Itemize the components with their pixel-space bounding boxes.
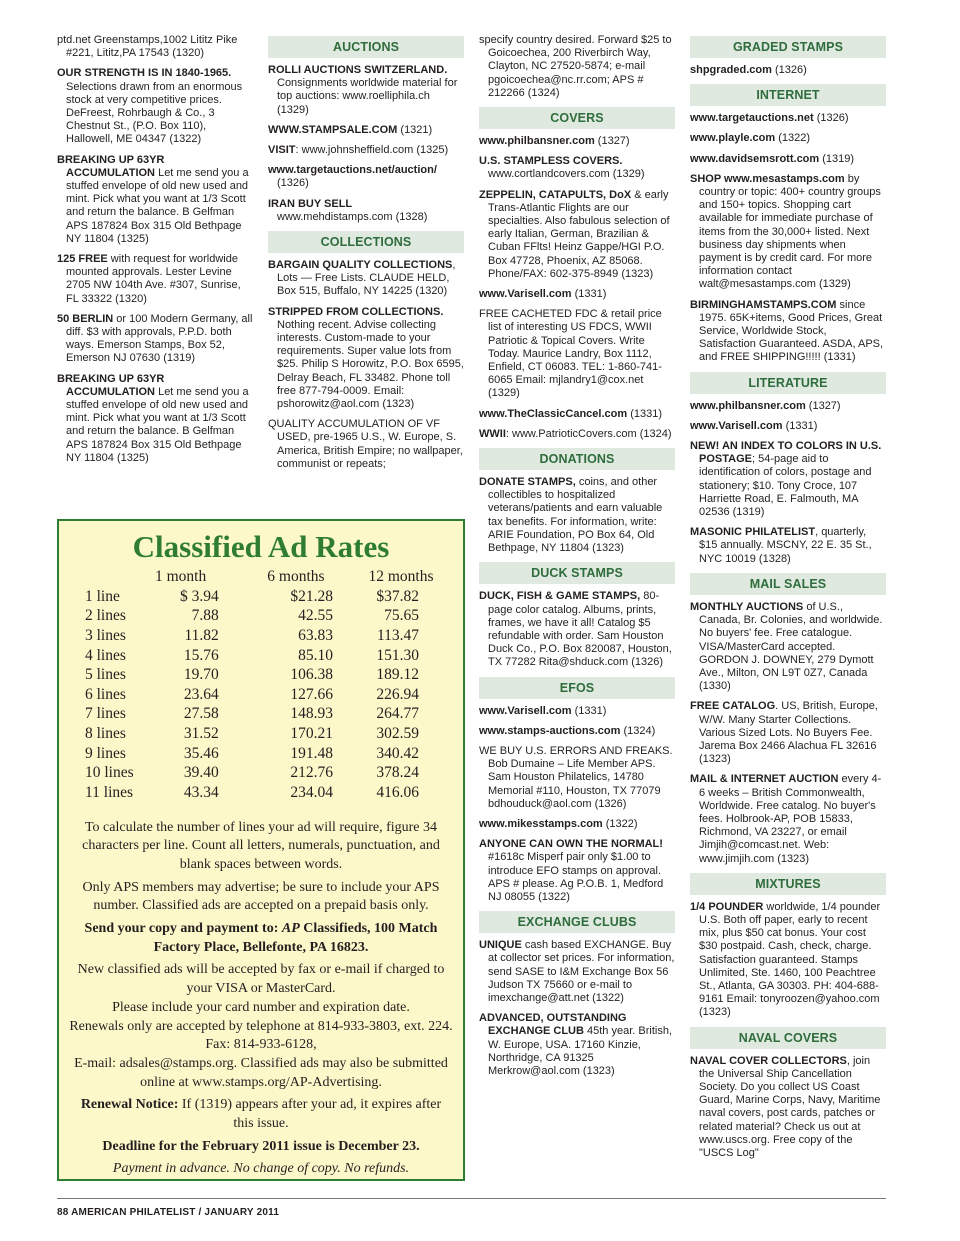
exchange-club-ad-lead: ADVANCED, OUTSTANDING EXCHANGE CLUB <box>479 1012 627 1038</box>
efos-ad-text: WE BUY U.S. ERRORS AND FREAKS. Bob Dumaine – Life Member APS. Sam Houston Philatelics, 14780 Memorial #110, Houston, TX 77079 bdhouduck@aol.com (1326) <box>479 744 673 810</box>
classified-ad-rates-box <box>57 519 465 1181</box>
exchange-club-ad-text: 45th year. British, W. Europe, USA. 17160 Kinzie, Northridge, CA 91325 Merkrow@aol.com (1323) <box>488 1025 672 1077</box>
internet-ad-lead: BIRMINGHAMSTAMPS.COM <box>690 298 837 311</box>
mail-sales-ad-text: . US, British, Europe, W/W. Many Starter Collections. Various Sized Lots. No Buyers Fee. Jarema Box 2466 Alachua FL 32616 (1323) <box>699 700 878 766</box>
rates-price: 85.10 <box>298 646 334 664</box>
rates-deadline: Deadline for the February 2011 issue is December 23. <box>102 1138 420 1154</box>
naval-covers-ad <box>690 1055 886 1161</box>
literature-ad-text: (1327) <box>805 399 841 412</box>
rates-row <box>59 646 463 666</box>
internet-ad-text: (1319) <box>819 152 855 165</box>
internet-ad <box>690 173 886 292</box>
rates-line-count: 3 lines <box>85 626 126 644</box>
rates-payment-note: Payment in advance. No change of copy. No refunds. <box>112 1161 410 1177</box>
section-header-mail-sales: MAIL SALES <box>690 573 886 595</box>
rates-renewal-notice: Renewal Notice: If (1319) appears after your ad, it expires after this issue. <box>80 1097 442 1132</box>
rates-price: 27.58 <box>183 705 219 723</box>
classified-ad <box>57 253 253 306</box>
rates-row <box>59 705 463 725</box>
covers-list <box>479 135 675 441</box>
mixtures-ad <box>690 901 886 1020</box>
rates-price: $ 3.94 <box>180 587 219 605</box>
collection-ad <box>268 306 464 412</box>
internet-ad-lead: SHOP www.mesastamps.com <box>690 172 845 185</box>
covers-ad-text: (1331) <box>571 288 607 301</box>
rates-table <box>59 567 463 803</box>
covers-ad-lead: U.S. STAMPLESS COVERS. <box>479 155 623 168</box>
rates-line-count: 9 lines <box>85 744 126 762</box>
literature-ad <box>690 400 886 413</box>
internet-ad <box>690 153 886 166</box>
section-header-exchange-clubs: EXCHANGE CLUBS <box>479 911 675 933</box>
classified-ad <box>57 67 253 146</box>
section-header-mixtures: MIXTURES <box>690 873 886 895</box>
efos-ad-text: (1322) <box>602 817 638 830</box>
rates-header-6-months: 6 months <box>267 568 325 585</box>
column-4 <box>690 34 886 1167</box>
literature-ad <box>690 420 886 433</box>
mail-sales-ad-lead: MAIL & INTERNET AUCTION <box>690 773 839 786</box>
graded-stamps-list <box>690 64 886 77</box>
rates-price: 378.24 <box>376 764 419 782</box>
rates-row <box>59 763 463 783</box>
section-header-covers: COVERS <box>479 107 675 129</box>
donations-ad <box>479 476 675 555</box>
rates-price: 35.46 <box>183 744 219 762</box>
mail-sales-ad <box>690 773 886 865</box>
auction-ad <box>268 164 464 190</box>
classified-ad <box>57 313 253 366</box>
section-header-donations: DONATIONS <box>479 448 675 470</box>
rates-price: 302.59 <box>376 724 419 742</box>
rates-price: 15.76 <box>183 646 219 664</box>
donations-list <box>479 476 675 555</box>
rates-price: 43.34 <box>183 783 219 801</box>
section-header-auctions: AUCTIONS <box>268 36 464 58</box>
rates-price: 170.21 <box>290 724 334 742</box>
rates-price: 127.66 <box>290 685 334 703</box>
auction-ad <box>268 198 464 224</box>
rates-price: 113.47 <box>376 626 419 644</box>
rates-price: 191.48 <box>290 744 334 762</box>
donations-ad-text: coins, and other collectibles to hospitalized veterans/patients and earn valuable tax benefits. For information, write: ARIE Foundation, PO Box 64, Old Bethpage, NY 11804 (1323) <box>488 476 663 555</box>
covers-ad-text: (1327) <box>594 135 630 148</box>
column-2 <box>268 34 464 478</box>
covers-ad <box>479 408 675 421</box>
auction-ad-text: Consignments worldwide material for top auctions: www.roelliphila.ch (1329) <box>277 77 458 116</box>
auction-ad-lead: IRAN BUY SELL <box>268 197 353 210</box>
rates-price: 212.76 <box>290 764 334 782</box>
duck-stamps-list <box>479 590 675 669</box>
duck-stamps-ad-text: 80-page color catalog. Albums, prints, frames, we have it all! Catalog $5 refundable with order. Sam Houston Duck Co., P.O. Box 820087, Houston, TX 77282 Rita@shduck.com (1326) <box>488 590 672 669</box>
donations-ad-lead: DONATE STAMPS, <box>479 476 576 489</box>
classified-ad-text: Let me send you a stuffed envelope of old new used and mint. Pick what you want at 1/3 Scott and return the balance. B Gelfman APS 187824 Box 315 Old Bethpage NY 11804 (1325) <box>66 385 249 464</box>
mail-sales-ad <box>690 601 886 693</box>
literature-ad <box>690 440 886 519</box>
literature-ad-lead: MASONIC PHILATELIST <box>690 526 816 539</box>
classified-ad <box>57 373 253 465</box>
rates-price: 75.65 <box>384 607 419 625</box>
covers-ad <box>479 155 675 181</box>
rates-line-count: 8 lines <box>85 724 126 742</box>
efos-ad-lead: www.stamps-auctions.com <box>479 724 621 737</box>
rates-price: 234.04 <box>290 783 334 801</box>
rates-price: 226.94 <box>376 685 419 703</box>
mail-sales-ad <box>690 700 886 766</box>
section-header-collections: COLLECTIONS <box>268 231 464 253</box>
naval-covers-ad-lead: NAVAL COVER COLLECTORS <box>690 1054 847 1067</box>
classified-ad-text: or 100 Modern Germany, all diff. $3 with approvals, P.P.D. both ways. Emerson Stamps, Box 52, Emerson NJ 07630 (1319) <box>66 312 253 365</box>
duck-stamps-ad <box>479 590 675 669</box>
classified-ad-text: Let me send you a stuffed envelope of old new used and mint. Pick what you want at 1/3 Scott and return the balance. B Gelfman APS 187824 Box 315 Old Bethpage NY 11804 (1325) <box>66 166 249 245</box>
covers-ad-text: : www.PatrioticCovers.com (1324) <box>505 427 672 440</box>
rates-line-count: 6 lines <box>85 685 126 703</box>
internet-list <box>690 112 886 364</box>
rates-row <box>59 626 463 646</box>
covers-ad-lead: ZEPPELIN, CATAPULTS, DoX <box>479 188 632 201</box>
rates-fax-email-note: New classified ads will be accepted by fax or e-mail if charged to your VISA or MasterCard. <box>77 962 445 997</box>
exchange-club-ad <box>479 939 675 1005</box>
graded-stamps-ad-text: (1326) <box>771 64 807 76</box>
literature-ad-text: ; 54-page aid to identification of colors, postage and stationery; $10. Tony Croce, 107 Harriette Road, E. Falmouth, MA 02536 (1319) <box>699 453 872 519</box>
covers-ad-text: www.cortlandcovers.com (1329) <box>488 168 645 181</box>
efos-ad-lead: www.mikesstamps.com <box>479 817 603 830</box>
section-header-naval-covers: NAVAL COVERS <box>690 1027 886 1049</box>
collection-ad <box>268 418 464 471</box>
efos-ad <box>479 838 675 904</box>
section-header-literature: LITERATURE <box>690 372 886 394</box>
mixtures-ad-text: worldwide, 1/4 pounder U.S. Both off paper, early to recent mix, plus $50 cat bonus. Your cost $30 postpaid. Cash, check, charge. Satisfaction guaranteed. Stamps Unlimited, Ste. 1460, 100 Peachtree St., Atlanta, GA 30303. PH: 404-688-9161 Email: tonyroozen@yahoo.com (1323) <box>699 900 881 1019</box>
column-3 <box>479 34 675 1085</box>
internet-ad-lead: www.targetauctions.net <box>690 112 814 125</box>
literature-ad <box>690 526 886 566</box>
auction-ad-lead: ROLLI AUCTIONS SWITZERLAND. <box>268 64 448 76</box>
collection-ad-lead: BARGAIN QUALITY COLLECTIONS <box>268 259 453 272</box>
mixtures-list <box>690 901 886 1020</box>
internet-ad-text: (1322) <box>775 132 811 145</box>
classified-ad-text: ptd.net Greenstamps,1002 Lititz Pike #221, Lititz,PA 17543 (1320) <box>57 34 238 60</box>
internet-ad-lead: www.davidsemsrott.com <box>690 152 820 165</box>
duck-stamps-ad-lead: DUCK, FISH & GAME STAMPS, <box>479 590 641 603</box>
rates-price: 106.38 <box>290 666 334 684</box>
auction-ad <box>268 144 464 157</box>
efos-ad-lead: ANYONE CAN OWN THE NORMAL! <box>479 838 663 851</box>
collection-ad-text: QUALITY ACCUMULATION OF VF USED, pre-1965 U.S., W. Europe, S. America, British Empire; no wallpaper, communist or repeats; <box>268 418 463 470</box>
rates-price: 23.64 <box>183 685 219 703</box>
rates-line-count: 7 lines <box>85 705 126 723</box>
exchange-club-ad-lead: UNIQUE <box>479 939 522 952</box>
rates-row <box>59 783 463 803</box>
covers-ad-text: & early Trans-Atlantic Flights are our specialties. Also fabulous selection of early Italian, German, Brazilian & Cuban FFlts! Heinz Gappe/HGI P.O. Box 47728, Phoenix, AZ 85068. Phone/FAX: 602-375-8949 (1323) <box>488 188 670 280</box>
rates-price: 416.06 <box>376 783 419 801</box>
rates-price: 42.55 <box>298 607 334 625</box>
auction-ad-text: (1326) <box>277 177 309 190</box>
covers-ad <box>479 288 675 301</box>
mail-sales-ad-text: every 4-6 weeks – British Commonwealth, Worldwide. Free catalog. No buyer's fees. Holbrook-AP, POB 15833, Richmond, VA 23227, or email Jimjih@comcast.net. Web: www.jimjih.com (1323) <box>699 773 882 865</box>
covers-ad-lead: WWII <box>479 427 506 440</box>
internet-ad-lead: www.playle.com <box>690 132 776 145</box>
classified-ad-lead: OUR STRENGTH IS IN 1840-1965. <box>57 67 232 80</box>
rates-price: 151.30 <box>376 646 419 664</box>
rates-price: 148.93 <box>290 705 334 723</box>
exchange-club-ad-text: cash based EXCHANGE. Buy at collector set prices. For information, send SASE to I&M Exchange Box 56 Judson TX 75660 or e-mail to imexchange@att.net (1322) <box>488 939 675 1004</box>
rates-price: 39.40 <box>183 764 219 782</box>
rates-price: 11.82 <box>184 626 219 644</box>
efos-list <box>479 705 675 905</box>
covers-ad-lead: www.philbansner.com <box>479 135 595 148</box>
rates-row <box>59 607 463 627</box>
rates-price: $21.28 <box>290 587 334 605</box>
efos-ad-text: (1331) <box>571 704 607 717</box>
classified-ad <box>57 154 253 246</box>
rates-line-count: 1 line <box>85 587 120 605</box>
internet-ad-text: by country or topic: 400+ country groups and 150+ topics. Shopping cart available for immediate purchase of items from the 30,000+ listed. Next business day shipments when payment is by credit card. For more information contact walt@mesastamps.com (1329) <box>699 172 881 291</box>
efos-ad <box>479 705 675 718</box>
rates-price: 264.77 <box>376 705 419 723</box>
classified-ad-lead: BREAKING UP 63YR ACCUMULATION <box>57 372 165 398</box>
rates-header-1-month: 1 month <box>155 568 207 585</box>
auction-ad-lead: www.targetauctions.net/auction/ <box>268 164 437 177</box>
classified-ad-text: Selections drawn from an enormous stock at very competitive prices. DeFreest, Rohrbaugh & Co., 3 Chestnut St., (P.O. Box 110), Hallowell, ME 04347 (1322) <box>66 80 243 146</box>
naval-covers-ad-text: , join the Universal Ship Cancellation Society. Do you collect US Coast Guard, Marine Corps, Navy, Maritime naval covers, post cards, patches or related material? Check us out at www.uscs.org. Free copy of the "USCS Log" <box>699 1054 881 1159</box>
graded-stamps-ad-lead: shpgraded.com <box>690 64 772 76</box>
rates-price: 7.88 <box>191 607 219 625</box>
mail-sales-ad-lead: FREE CATALOG <box>690 700 776 713</box>
section-header-duck-stamps: DUCK STAMPS <box>479 562 675 584</box>
efos-ad-text: (1324) <box>620 724 656 737</box>
rates-row <box>59 724 463 744</box>
covers-ad <box>479 428 675 441</box>
efos-ad <box>479 725 675 738</box>
covers-ad-text: (1331) <box>627 407 663 420</box>
rates-row <box>59 685 463 705</box>
rates-row <box>59 744 463 764</box>
literature-ad-lead: NEW! AN INDEX TO COLORS IN U.S. POSTAGE <box>690 440 882 466</box>
literature-ad-lead: www.Varisell.com <box>690 419 783 432</box>
auction-ad-text: (1321) <box>397 123 433 136</box>
column-1 <box>57 34 253 472</box>
naval-covers-list <box>690 1055 886 1161</box>
auction-ad-text: : www.johnsheffield.com (1325) <box>295 144 449 157</box>
rates-line-count: 5 lines <box>85 666 126 684</box>
classified-ad-lead: BREAKING UP 63YR ACCUMULATION <box>57 153 165 179</box>
continued-ad: specify country desired. Forward $25 to Goicoechea, 200 Riverbirch Way, Clayton, NC 27520-5874; e-mail pgoicoechea@nc.rr.com; APS # 212266 (1324) <box>479 34 672 99</box>
literature-list <box>690 400 886 566</box>
collection-ad-text: Nothing recent. Advise collecting interests. Custom-made to your requirements. Super value lots from $25. Philip S Horowitz, P.O. Box 6595, Delray Beach, FL 33482. Phone toll free 877-794-0009. Email: pshorowitz@aol.com (1323) <box>277 318 464 411</box>
internet-ad-text: since 1975. 65K+items, Good Prices, Great Service, Worldwide Stock, Satisfaction Guaranteed. ASDA, APS, and FREE SHIPPING!!!!! (1331) <box>699 298 884 364</box>
mail-sales-ad-lead: MONTHLY AUCTIONS <box>690 600 804 613</box>
classified-ad-text: with request for worldwide mounted approvals. Lester Levine 2705 NW 104th Ave. #307, Sunrise, FL 33322 (1320) <box>66 253 241 305</box>
auction-ad <box>268 64 464 117</box>
rates-send-address: Send your copy and payment to: AP Classifieds, 100 Match Factory Place, Bellefonte, PA 16823. <box>84 921 438 955</box>
section-header-graded-stamps: GRADED STAMPS <box>690 36 886 58</box>
classified-ad-lead: 125 FREE <box>57 253 108 266</box>
rates-line-count: 11 lines <box>85 783 134 801</box>
rates-card-note: Please include your card number and expiration date. <box>112 999 410 1015</box>
rates-line-count: 2 lines <box>85 607 126 625</box>
rates-online-note: E-mail: adsales@stamps.org. Classified ads may also be submitted online at www.stamps.org/AP-Advertising. <box>74 1055 448 1090</box>
auction-ad-lead: VISIT <box>268 144 296 157</box>
covers-ad-lead: www.Varisell.com <box>479 288 572 301</box>
rates-instructions <box>59 819 463 1180</box>
collection-ad-lead: STRIPPED FROM COLLECTIONS. <box>268 305 444 318</box>
efos-ad <box>479 745 675 811</box>
exchange-clubs-list <box>479 939 675 1078</box>
auction-ad-lead: WWW.STAMPSALE.COM <box>268 123 398 136</box>
rates-price: 19.70 <box>183 666 219 684</box>
section-header-internet: INTERNET <box>690 84 886 106</box>
footer-rule <box>57 1198 886 1199</box>
rates-renewals-note: Renewals only are accepted by telephone at 814-933-3803, ext. 224. Fax: 814-933-6128, <box>69 1018 453 1053</box>
covers-ad-lead: www.TheClassicCancel.com <box>479 407 628 420</box>
auction-ad <box>268 124 464 137</box>
page-footer: 88 AMERICAN PHILATELIST / JANUARY 2011 <box>57 1207 280 1218</box>
internet-ad <box>690 299 886 365</box>
section-header-efos: EFOS <box>479 677 675 699</box>
graded-stamps-ad <box>690 64 886 77</box>
efos-ad-lead: www.Varisell.com <box>479 704 572 717</box>
rates-price: 189.12 <box>376 666 419 684</box>
mail-sales-ad-text: of U.S., Canada, Br. Colonies, and worldwide. No buyers' fee. Free catalogue. VISA/MasterCard accepted. GORDON J. DOWNEY, 279 Dymott Ave., Milton, ON L9T 0Z7, Canada (1330) <box>699 600 883 693</box>
covers-ad <box>479 135 675 148</box>
rates-row <box>59 587 463 607</box>
rates-title: Classified Ad Rates <box>132 529 390 564</box>
internet-ad-text: (1326) <box>813 112 849 125</box>
auction-ad-text: www.mehdistamps.com (1328) <box>277 210 428 223</box>
collection-ad <box>268 259 464 299</box>
literature-ad-text: , quarterly, $15 annually. MSCNY, 22 E. 35 St., NYC 10019 (1328) <box>699 526 872 565</box>
covers-ad <box>479 189 675 281</box>
mixtures-ad-lead: 1/4 POUNDER <box>690 900 764 913</box>
efos-ad-text: #1618c Misperf pair only $1.00 to introduce EFO stamps on approval. APS # please. Ag P.O.B. 1, Medford NJ 08055 (1322) <box>488 851 664 903</box>
rates-line-count: 10 lines <box>85 764 134 782</box>
rates-row <box>59 665 463 685</box>
classified-ad-lead: 50 BERLIN <box>57 312 114 325</box>
rates-price: 31.52 <box>183 724 219 742</box>
literature-ad-text: (1331) <box>782 419 818 432</box>
covers-ad-text: FREE CACHETED FDC & retail price list of interesting US FDCS, WWII Patriotic & Topical Covers. Write Today. Maurice Landry, Box 1112, Enfield, CT 06083. TEL: 1-860-741-6065 Email: mjlandry1@cox.net (1329) <box>479 308 662 400</box>
rates-line-count-note: To calculate the number of lines your ad will require, figure 34 characters per line. Count all letters, numerals, punctuation, and blank spaces between words. <box>82 819 440 872</box>
covers-ad <box>479 308 675 400</box>
mail-sales-list <box>690 601 886 866</box>
rates-members-note: Only APS members may advertise; be sure to include your APS number. Classified ads are accepted on a prepaid basis only. <box>82 879 440 914</box>
literature-ad-lead: www.philbansner.com <box>690 399 806 412</box>
rates-price: 340.42 <box>376 744 419 762</box>
rates-price: 63.83 <box>298 626 334 644</box>
collections-list <box>268 259 464 471</box>
rates-table-body <box>59 587 463 803</box>
efos-ad <box>479 818 675 831</box>
auctions-list <box>268 64 464 224</box>
exchange-club-ad <box>479 1012 675 1078</box>
rates-price: $37.82 <box>376 587 419 605</box>
internet-ad <box>690 112 886 125</box>
collection-ad-text: , Lots — Free Lists. CLAUDE HELD, Box 515, Buffalo, NY 14225 (1320) <box>277 259 456 298</box>
rates-line-count: 4 lines <box>85 646 126 664</box>
rates-header-row <box>59 567 463 587</box>
internet-ad <box>690 132 886 145</box>
classified-ad <box>57 34 253 60</box>
rates-header-12-months: 12 months <box>368 568 434 585</box>
